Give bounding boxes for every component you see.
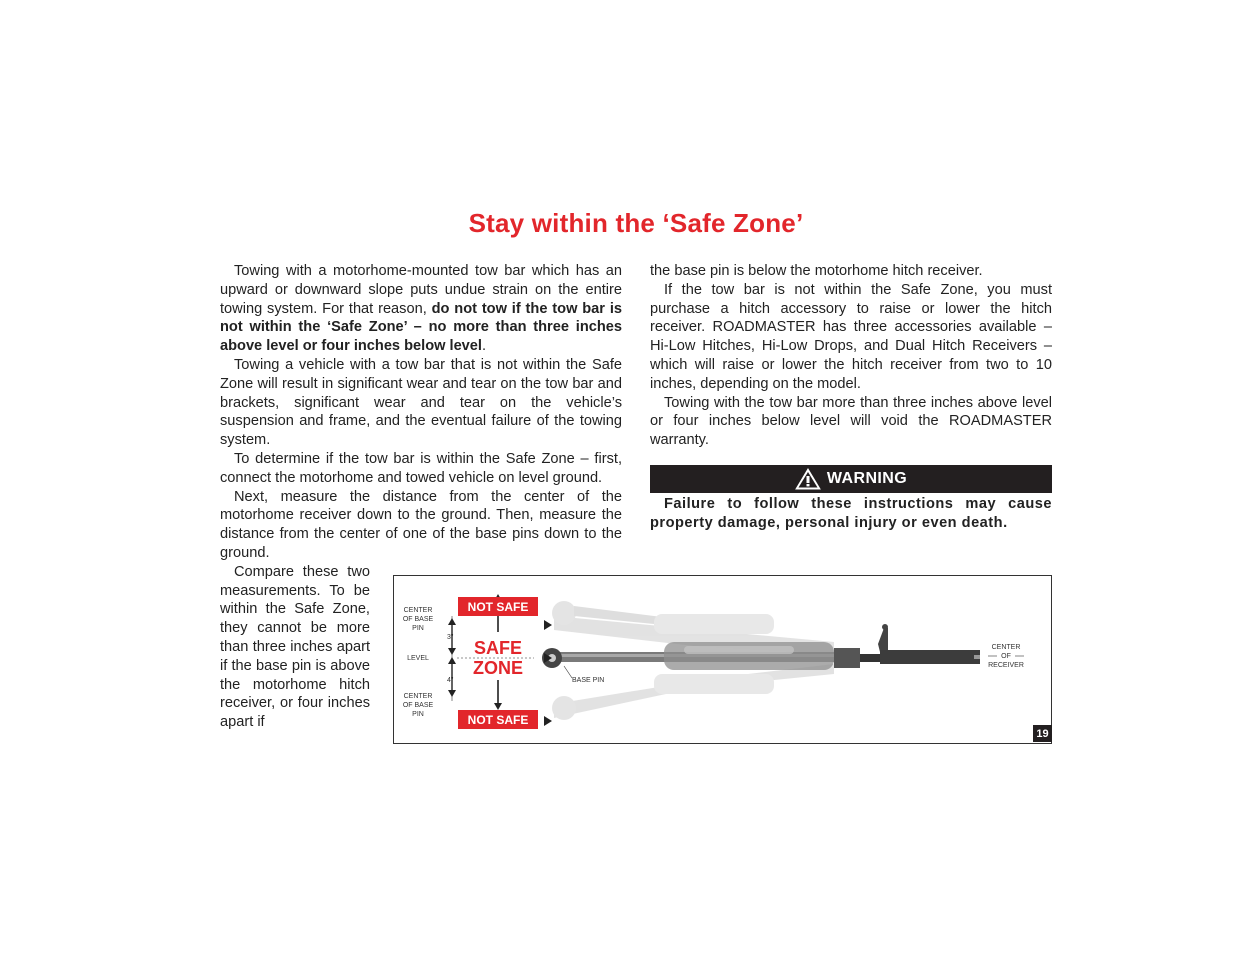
paragraph-intro: Towing with a motorhome-mounted tow bar which has an upward or downward slope puts undue strain on the entire towing system. For that reason, do not tow if the tow bar is not within the ‘Safe Zone’ – no more than three inches above level or four inches below level. [220, 263, 622, 355]
right-column [650, 262, 1052, 533]
safe-zone-line2: ZONE [472, 658, 524, 678]
center-bottom-label-3: PIN [412, 711, 424, 718]
safe-zone-line1: SAFE [473, 638, 523, 658]
warning-banner [650, 465, 1052, 493]
paragraph-measure: Next, measure the distance from the center of the motorhome receiver down to the ground. Then, measure the distance from the center of one of the base pins down to the ground. [220, 488, 622, 561]
warning-triangle-icon [795, 468, 821, 490]
center-top-label-2: OF BASE [402, 616, 434, 623]
paragraph-continued: the base pin is below the motorhome hitch receiver. [650, 263, 983, 279]
not-safe-top-label: NOT SAFE [467, 600, 529, 614]
tow-bar-lowered-ghost [552, 664, 834, 720]
receiver-label-1: CENTER [991, 644, 1021, 651]
four-inch-label: 4" [447, 677, 454, 684]
paragraph-determine: To determine if the tow bar is within the Safe Zone – first, connect the motorhome and towed vehicle on level ground. [220, 450, 622, 486]
three-inch-label: 3" [447, 634, 454, 641]
not-safe-bottom-label: NOT SAFE [467, 713, 529, 727]
hitch-receiver [880, 650, 980, 664]
warning-label: WARNING [826, 469, 908, 487]
safe-zone-figure [393, 575, 1052, 744]
base-pin-label: BASE PIN [572, 677, 605, 684]
safe-zone-rule: do not tow if the tow bar is not within the ‘Safe Zone’ – no more than three inches above level or four inches below level [220, 300, 622, 355]
tow-bar-diagram [394, 576, 1051, 743]
receiver-label-2: OF [1001, 653, 1011, 660]
center-bottom-label-2: OF BASE [402, 702, 434, 709]
receiver-label-3: RECEIVER [988, 662, 1024, 669]
center-top-label-3: PIN [412, 625, 424, 632]
paragraph-compare: Compare these two measurements. To be within the Safe Zone, they cannot be more than three inches apart if the base pin is above the motorhome hitch receiver, or four inches apart if [220, 563, 370, 731]
page-title: Stay within the ‘Safe Zone’ [468, 208, 804, 238]
center-bottom-label-1: CENTER [403, 693, 433, 700]
warning-text: Failure to follow these instructions may cause property damage, personal injury or even death. [650, 495, 1052, 531]
page-number: 19 [1033, 725, 1052, 742]
paragraph-wear: Towing a vehicle with a tow bar that is not within the Safe Zone will result in significant wear and tear on the tow bar and brackets, significant wear and tear on the vehicle’s suspension and frame, and the eventual failure of the towing system. [220, 356, 622, 449]
paragraph-accessories: If the tow bar is not within the Safe Zone, you must purchase a hitch accessory to raise or lower the hitch receiver. ROADMASTER has three accessories available – Hi-Low Hitches, Hi-Low Drops, and Dual Hitch Receivers – which will raise or lower the hitch receiver from two to 10 inches, depending on the model. [650, 281, 1052, 392]
level-label: LEVEL [407, 655, 429, 662]
paragraph-warranty: Towing with the tow bar more than three inches above level or four inches below level will void the ROADMASTER warranty. [650, 394, 1052, 449]
center-top-label-1: CENTER [403, 607, 433, 614]
